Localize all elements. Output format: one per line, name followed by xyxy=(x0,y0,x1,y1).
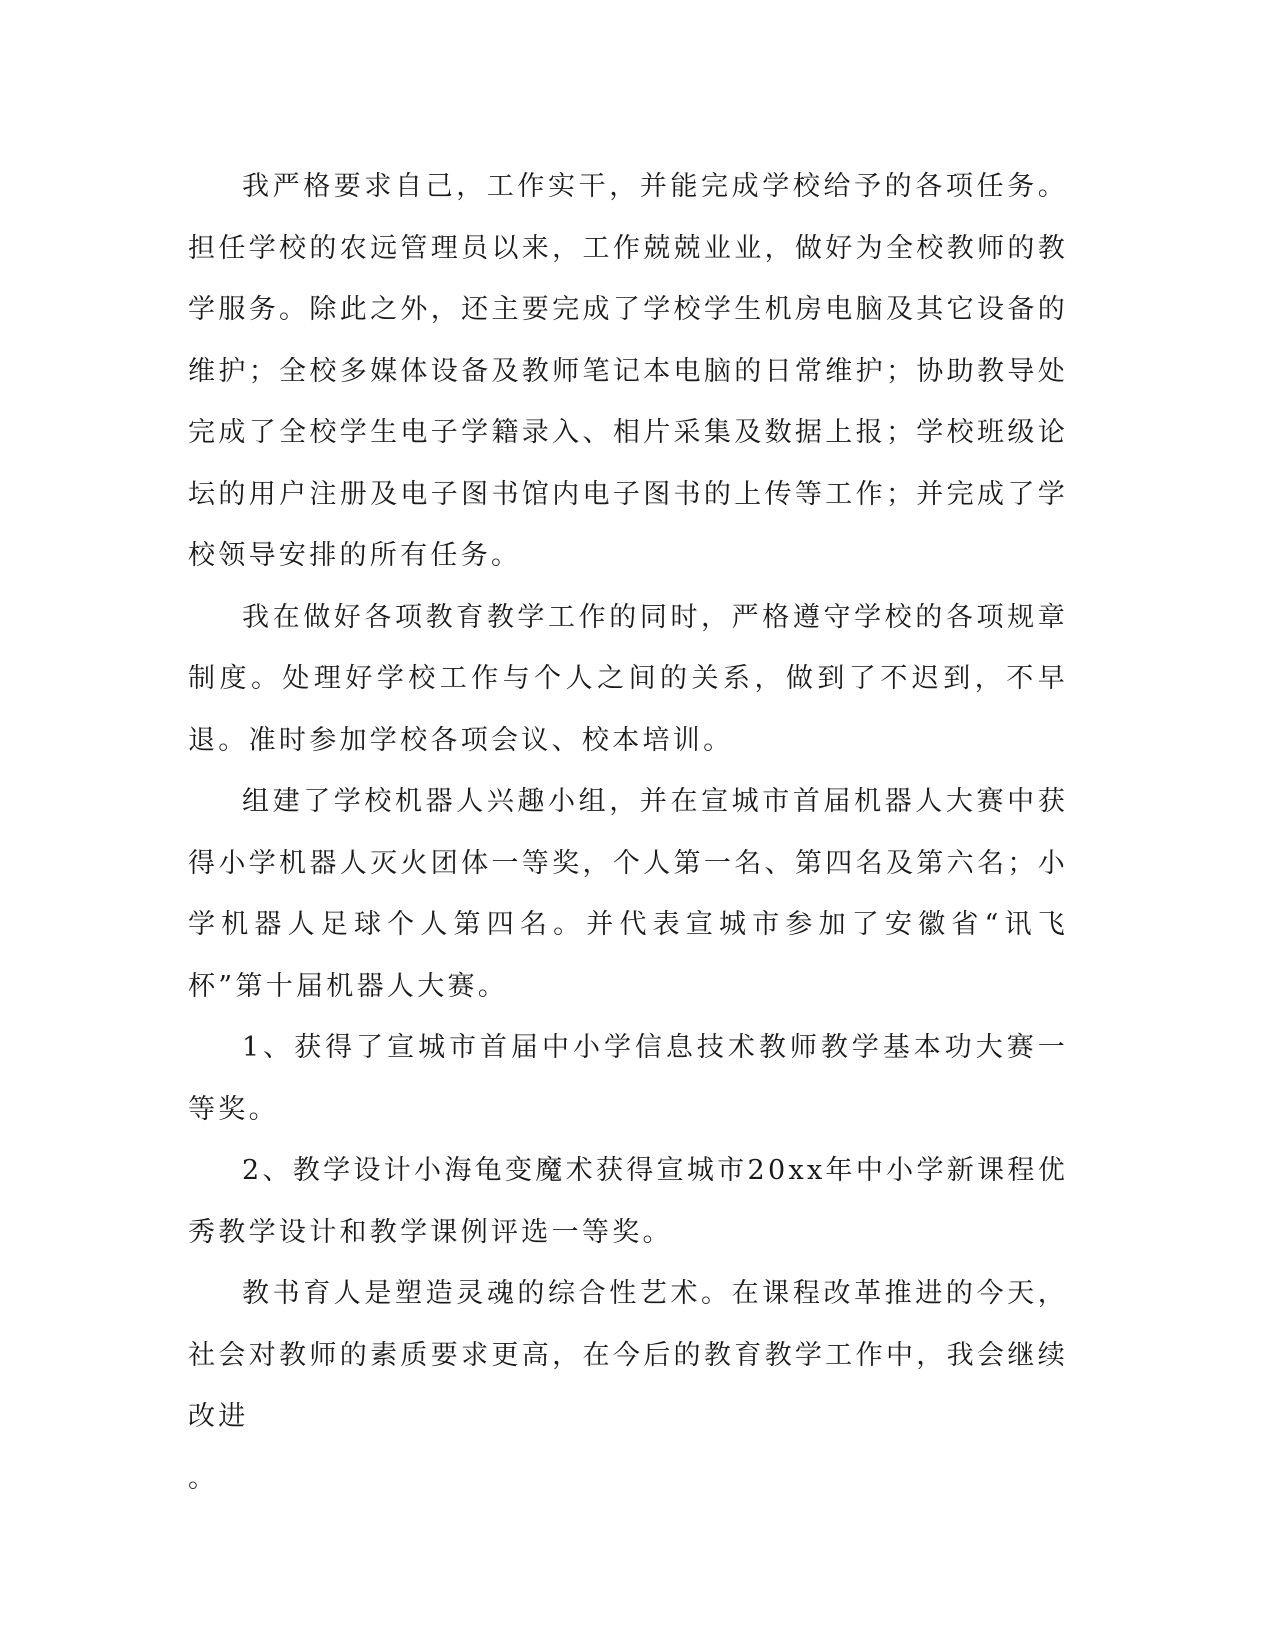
paragraph-discipline: 我在做好各项教育教学工作的同时，严格遵守学校的各项规章制度。处理好学校工作与个人之间的关系，做到了不迟到，不早退。准时参加学校各项会议、校本培训。 xyxy=(188,601,1068,756)
paragraph-trailing-period: 。 xyxy=(188,1462,219,1494)
paragraph-award-1: 1、获得了宣城市首届中小学信息技术教师教学基本功大赛一等奖。 xyxy=(188,1032,1068,1125)
paragraph-award-2: 2、教学设计小海龟变魔术获得宣城市20xx年中小学新课程优秀教学设计和教学课例评选一等奖。 xyxy=(188,1155,1068,1248)
paragraph-conclusion: 教书育人是塑造灵魂的综合性艺术。在课程改革推进的今天，社会对教师的素质要求更高，在今后的教育教学工作中，我会继续改进 xyxy=(188,1278,1068,1432)
paragraph-duties: 我严格要求自己，工作实干，并能完成学校给予的各项任务。担任学校的农远管理员以来，工作兢兢业业，做好为全校教师的教学服务。除此之外，还主要完成了学校学生机房电脑及其它设备的维护；全校多媒体设备及教师笔记本电脑的日常维护；协助教导处完成了全校学生电子学籍录入、相片采集及数据上报；学校班级论坛的用户注册及电子图书馆内电子图书的上传等工作；并完成了学校领导安排的所有任务。 xyxy=(188,171,1068,571)
document-body xyxy=(188,156,1068,1509)
paragraph-robotics: 组建了学校机器人兴趣小组，并在宣城市首届机器人大赛中获得小学机器人灭火团体一等奖，个人第一名、第四名及第六名；小学机器人足球个人第四名。并代表宣城市参加了安徽省“讯飞杯”第十届机器人大赛。 xyxy=(188,786,1068,1002)
